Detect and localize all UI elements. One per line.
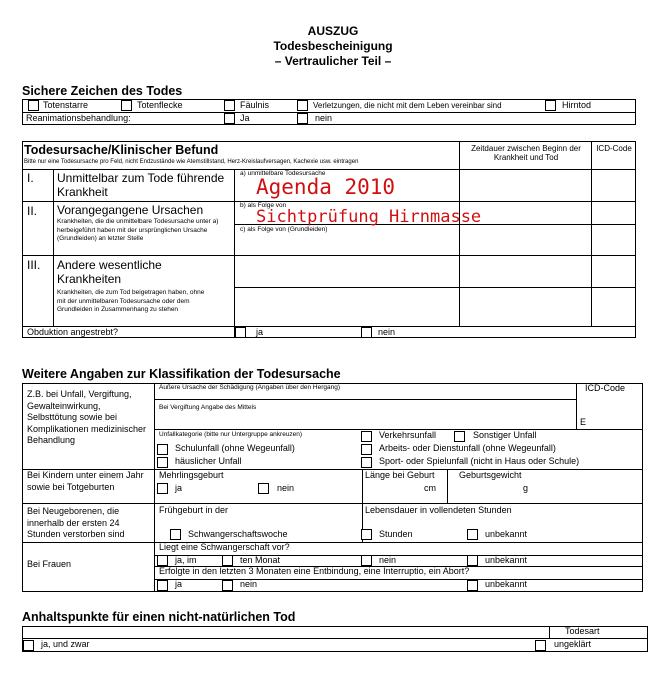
header-icd-code-2: ICD-Code — [585, 383, 626, 393]
checkbox-mehrling-ja[interactable] — [157, 483, 168, 494]
checkbox-ja-und-zwar[interactable] — [23, 640, 34, 651]
label-totenstarre: Totenstarre — [43, 100, 89, 110]
section-title-anhaltspunkte: Anhaltspunkte für einen nicht-natürlichen Tod — [22, 610, 296, 624]
label-aeussere-ursache: Äußere Ursache der Schädigung (Angaben über den Hergang) — [159, 384, 341, 391]
label-lebensdauer-unbekannt: unbekannt — [485, 529, 528, 539]
label-entbindung-nein: nein — [240, 579, 258, 589]
label-reanimation: Reanimationsbehandlung: — [26, 113, 131, 123]
checkbox-schwanger-ja[interactable] — [157, 555, 168, 566]
label-schwangerschaftswoche: Schwangerschaftswoche — [188, 529, 288, 539]
label-todesart: Todesart — [565, 626, 600, 636]
label-lebensdauer: Lebensdauer in vollendeten Stunden — [365, 505, 512, 515]
label-haeuslicher-unfall: häuslicher Unfall — [175, 456, 242, 466]
checkbox-reanimation-ja[interactable] — [224, 113, 235, 124]
label-mehrling-nein: nein — [277, 483, 295, 493]
label-obduktion-ja: ja — [256, 327, 264, 337]
checkbox-verletzungen[interactable] — [297, 100, 308, 111]
label-hirntod: Hirntod — [562, 100, 592, 110]
doc-heading-title: Todesbescheinigung — [273, 39, 393, 53]
label-schwangerschaft-frage: Liegt eine Schwangerschaft vor? — [159, 542, 290, 552]
row-num-2: II. — [27, 204, 38, 218]
checkbox-haeuslicher-unfall[interactable] — [157, 457, 168, 468]
row-note-andere: Krankheiten, die zum Tod beigetragen haben, ohne mit der unmittelbaren Todesursache oder dem Grundleiden in Zusammenhang zu stehen — [57, 289, 205, 313]
field-label-b: b) als Folge von — [240, 202, 287, 209]
label-laenge-geburt: Länge bei Geburt — [365, 470, 435, 480]
label-ten-monat: ten Monat — [240, 555, 281, 565]
label-entbindung-frage: Erfolgte in den letzten 3 Monaten eine Entbindung, eine Interruptio, ein Abort? — [159, 566, 470, 576]
checkbox-entbindung-nein[interactable] — [222, 580, 233, 591]
checkbox-sportunfall[interactable] — [361, 457, 372, 468]
todesursache-instruction: Bitte nur eine Todesursache pro Feld, nicht Endzustände wie Atemstillstand, Herz-Kreislaufversagen, Kachexie usw. eintragen — [24, 159, 359, 165]
checkbox-faeulnis[interactable] — [224, 100, 235, 111]
label-entbindung-ja: ja — [175, 579, 183, 589]
checkbox-entbindung-ja[interactable] — [157, 580, 168, 591]
input-schwanger-monat[interactable] — [222, 555, 233, 566]
checkbox-totenstarre[interactable] — [28, 100, 39, 111]
checkbox-schwanger-unbekannt[interactable] — [467, 555, 478, 566]
label-schwanger-nein: nein — [379, 555, 397, 565]
field-label-a: a) unmittelbare Todesursache — [240, 170, 326, 177]
checkbox-lebensdauer-unbekannt[interactable] — [467, 529, 478, 540]
checkbox-arbeitsunfall[interactable] — [361, 444, 372, 455]
checkbox-mehrling-nein[interactable] — [258, 483, 269, 494]
entry-b-todesursache[interactable]: Sichtprüfung Hirnmasse — [256, 207, 482, 227]
label-verkehrsunfall: Verkehrsunfall — [379, 430, 437, 440]
label-schulunfall: Schulunfall (ohne Wegeunfall) — [175, 443, 295, 453]
label-arbeitsunfall: Arbeits- oder Dienstunfall (ohne Wegeunfall) — [379, 443, 556, 453]
section-title-todesursache: Todesursache/Klinischer Befund — [24, 143, 219, 157]
label-mehrling-ja: ja — [175, 483, 183, 493]
label-reanimation-nein: nein — [315, 113, 333, 123]
label-faeulnis: Fäulnis — [240, 100, 270, 110]
checkbox-hirntod[interactable] — [545, 100, 556, 111]
label-stunden: Stunden — [379, 529, 413, 539]
input-stunden[interactable] — [361, 529, 372, 540]
label-unfallkategorie: Unfallkategorie (bitte nur Untergruppe ankreuzen) — [159, 431, 303, 438]
row-num-3: III. — [27, 258, 41, 272]
row-note-vorangegangene: Krankheiten, die die unmittelbare Todesursache unter a) herbeigeführt haben mit der ursprünglichen Ursache (Grundleiden) an letzter Stelle — [57, 218, 219, 242]
label-frauen: Bei Frauen — [27, 559, 72, 569]
section-title-klassifikation: Weitere Angaben zur Klassifikation der Todesursache — [22, 367, 341, 381]
checkbox-reanimation-nein[interactable] — [297, 113, 308, 124]
row-label-unmittelbar: Unmittelbar zum Tode führende Krankheit — [57, 171, 225, 199]
label-schwanger-ja-im: ja, im — [175, 555, 197, 565]
row-num-1: I. — [27, 171, 34, 185]
header-zeitdauer: Zeitdauer zwischen Beginn der Krankheit und Tod — [471, 144, 581, 162]
label-unit-g: g — [523, 483, 529, 493]
label-ungeklaert: ungeklärt — [554, 639, 592, 649]
label-schwanger-unbekannt: unbekannt — [485, 555, 528, 565]
row-label-andere: Andere wesentliche Krankheiten — [57, 258, 162, 286]
doc-heading-auszug: AUSZUG — [307, 24, 359, 38]
label-reanimation-ja: Ja — [240, 113, 250, 123]
checkbox-obduktion-ja[interactable] — [235, 327, 246, 338]
label-unfall-gruppe: Z.B. bei Unfall, Vergiftung, Gewalteinwirkung, Selbsttötung sowie bei Komplikationen medizinischer Behandlung — [27, 389, 147, 445]
row-label-vorangegangene: Vorangegangene Ursachen — [57, 203, 204, 217]
label-e-code: E — [580, 417, 587, 427]
label-kinder: Bei Kindern unter einem Jahr sowie bei Totgeburten — [27, 470, 144, 492]
checkbox-schulunfall[interactable] — [157, 444, 168, 455]
label-unit-cm: cm — [424, 483, 436, 493]
input-schwangerschaftswoche[interactable] — [170, 529, 181, 540]
doc-heading-subtitle: – Vertraulicher Teil – — [274, 54, 392, 68]
label-ja-und-zwar: ja, und zwar — [41, 639, 90, 649]
checkbox-entbindung-unbekannt[interactable] — [467, 580, 478, 591]
checkbox-schwanger-nein[interactable] — [361, 555, 372, 566]
label-sportunfall: Sport- oder Spielunfall (nicht in Haus oder Schule) — [379, 456, 580, 466]
label-sonstiger-unfall: Sonstiger Unfall — [473, 430, 537, 440]
label-neugeborene: Bei Neugeborenen, die innerhalb der ersten 24 Stunden verstorben sind — [27, 506, 125, 539]
field-label-c: c) als Folge von (Grundleiden) — [240, 226, 328, 233]
label-entbindung-unbekannt: unbekannt — [485, 579, 528, 589]
checkbox-verkehrsunfall[interactable] — [361, 431, 372, 442]
header-icd-code: ICD-Code — [596, 144, 632, 153]
label-vergiftung: Bei Vergiftung Angabe des Mittels — [159, 404, 257, 411]
label-obduktion-nein: nein — [378, 327, 396, 337]
label-geburtsgewicht: Geburtsgewicht — [459, 470, 522, 480]
label-obduktion: Obduktion angestrebt? — [27, 327, 119, 337]
checkbox-totenflecke[interactable] — [121, 100, 132, 111]
checkbox-obduktion-nein[interactable] — [361, 327, 372, 338]
section-title-sichere-zeichen: Sichere Zeichen des Todes — [22, 84, 183, 98]
label-verletzungen: Verletzungen, die nicht mit dem Leben vereinbar sind — [313, 101, 502, 110]
label-totenflecke: Totenflecke — [137, 100, 183, 110]
label-fruehgeburt: Frühgeburt in der — [159, 505, 229, 515]
checkbox-ungeklaert[interactable] — [535, 640, 546, 651]
label-mehrlingsgeburt: Mehrlingsgeburt — [159, 470, 224, 480]
checkbox-sonstiger-unfall[interactable] — [454, 431, 465, 442]
entry-a-todesursache[interactable]: Agenda 2010 — [256, 175, 396, 199]
